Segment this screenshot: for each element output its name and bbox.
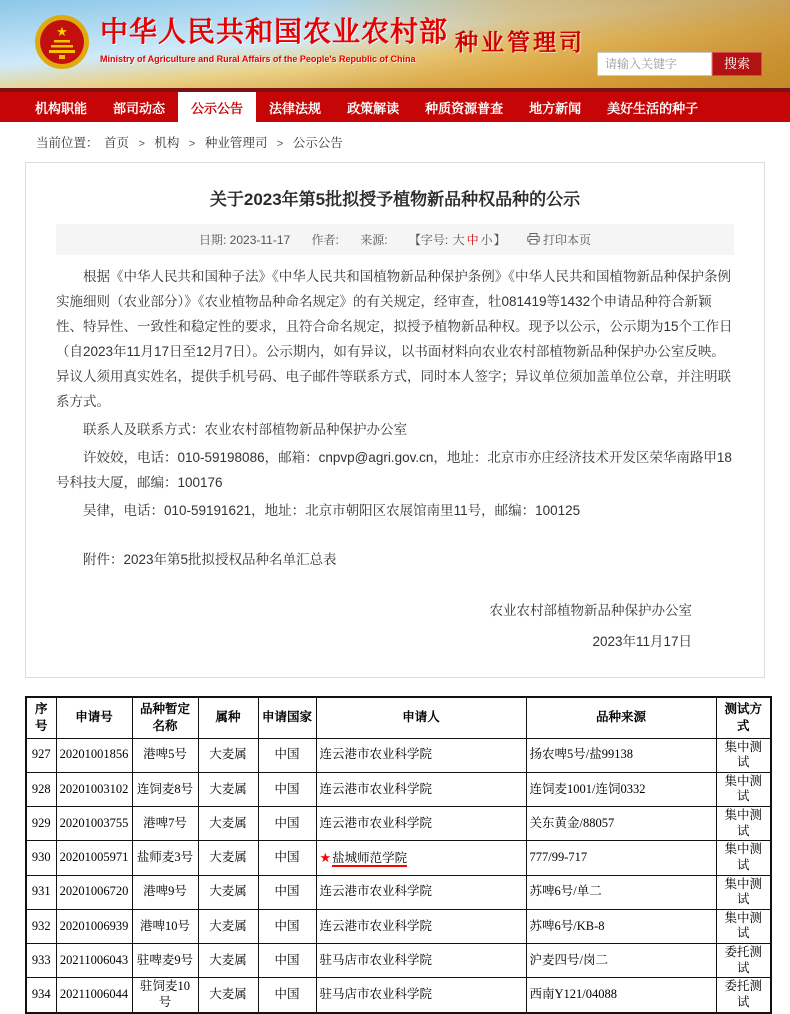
table-header-row [26, 697, 771, 738]
cell-applicant: 连云港市农业科学院 [316, 738, 526, 772]
cell-applicant: 驻马店市农业科学院 [316, 944, 526, 978]
paragraph-contact-xu: 许姣姣，电话：010-59198086，邮箱：cnpvp@agri.gov.cn，地址：北京市亦庄经济技术开发区荣华南路甲18号科技大厦，邮编：100176 [56, 449, 732, 490]
cell-test: 集中测试 [716, 772, 771, 806]
col-header-test: 测试方式 [716, 697, 771, 738]
cell-name: 港啤9号 [132, 875, 198, 909]
meta-source-label: 来源: [360, 233, 388, 247]
cell-applicant: 连云港市农业科学院 [316, 909, 526, 943]
cell-genus: 大麦属 [198, 738, 258, 772]
signature-office: 农业农村部植物新品种保护办公室 [489, 602, 692, 618]
cell-origin: 777/99-717 [526, 841, 716, 875]
col-header-no: 序号 [26, 697, 56, 738]
breadcrumb-label: 当前位置： [36, 136, 99, 150]
cell-no: 934 [26, 978, 56, 1013]
cell-name: 盐师麦3号 [132, 841, 198, 875]
cell-app_no: 20201001856 [56, 738, 132, 772]
cell-no: 927 [26, 738, 56, 772]
cell-name: 港啤7号 [132, 807, 198, 841]
cell-no: 931 [26, 875, 56, 909]
font-size-small[interactable]: 小 [480, 233, 493, 247]
nav-item-jigouzhineng[interactable]: 机构职能 [35, 100, 88, 116]
department-title: 种业管理司 [455, 29, 585, 55]
cell-no: 929 [26, 807, 56, 841]
cell-country: 中国 [258, 978, 316, 1013]
cell-applicant: 驻马店市农业科学院 [316, 978, 526, 1013]
cell-country: 中国 [258, 909, 316, 943]
variety-table-body [26, 738, 771, 1013]
cell-origin: 苏啤6号/KB-8 [526, 909, 716, 943]
font-size-medium[interactable]: 中 [466, 233, 479, 247]
paragraph-main: 根据《中华人民共和国种子法》《中华人民共和国植物新品种保护条例》《中华人民共和国植物新品种保护条例实施细则（农业部分）》《农业植物品种命名规定》的有关规定，经审查，牡081419等1432个申请品种符合新颖性、特异性、一致性和稳定性的要求，且符合命名规定，拟授予植物新品种权。现予以公示，公示期为15个工作日（自2023年11月17日至12月7日）。公示期内，如有异议，以书面材料向农业农村部植物新品种保护办公室反映。异议人须用真实姓名，提供手机号码、电子邮件等联系方式，同时本人签字；异议单位须加盖单位公章，并注明联系方式。 [56, 269, 733, 409]
cell-genus: 大麦属 [198, 875, 258, 909]
font-size-switcher [409, 233, 506, 247]
highlighted-applicant: 盐城师范学院 [332, 850, 408, 865]
col-header-country: 申请国家 [258, 697, 316, 738]
cell-no: 933 [26, 944, 56, 978]
ministry-titles [100, 10, 448, 64]
breadcrumb-zhongye[interactable]: 种业管理司 [204, 136, 268, 150]
svg-text:★: ★ [56, 24, 68, 39]
ministry-title: 中华人民共和国农业农村部 [100, 16, 449, 47]
article-meta-bar [56, 224, 734, 255]
breadcrumb-gongshi[interactable]: 公示公告 [292, 136, 343, 150]
font-size-suffix: 】 [493, 233, 506, 247]
highlight-star-icon: ★ [319, 849, 332, 865]
cell-app_no: 20201003102 [56, 772, 132, 806]
article-container [25, 162, 765, 678]
cell-test: 委托测试 [716, 944, 771, 978]
cell-origin: 连饲麦1001/连饲0332 [526, 772, 716, 806]
search-box [597, 52, 762, 76]
cell-no: 930 [26, 841, 56, 875]
table-row [26, 841, 771, 875]
cell-genus: 大麦属 [198, 909, 258, 943]
cell-country: 中国 [258, 738, 316, 772]
home-logo-link[interactable] [34, 10, 448, 70]
meta-date [199, 233, 290, 247]
cell-app_no: 20201006939 [56, 909, 132, 943]
cell-applicant: 连云港市农业科学院 [316, 772, 526, 806]
signature-date: 2023年11月17日 [592, 633, 692, 649]
table-row [26, 738, 771, 772]
font-size-prefix: 【字号: [408, 233, 452, 247]
cell-app_no: 20211006044 [56, 978, 132, 1013]
cell-test: 集中测试 [716, 875, 771, 909]
cell-genus: 大麦属 [198, 944, 258, 978]
article-title: 关于2023年第5批拟授予植物新品种权品种的公示 [209, 190, 581, 209]
col-header-origin: 品种来源 [526, 697, 716, 738]
font-size-large[interactable]: 大 [452, 233, 465, 247]
col-header-genus: 属种 [198, 697, 258, 738]
cell-test: 集中测试 [716, 738, 771, 772]
site-header [0, 0, 790, 88]
print-label: 打印本页 [542, 233, 591, 247]
cell-name: 港啤10号 [132, 909, 198, 943]
breadcrumb-jigou[interactable]: 机构 [154, 136, 180, 150]
col-header-app-no: 申请号 [56, 697, 132, 738]
main-nav [0, 88, 790, 122]
cell-applicant [316, 841, 526, 875]
meta-date-label: 日期: [199, 233, 230, 247]
nav-item-zhengcejiedu[interactable]: 政策解读 [347, 100, 400, 116]
cell-test: 集中测试 [716, 807, 771, 841]
breadcrumb-separator: > [138, 138, 145, 150]
cell-name: 港啤5号 [132, 738, 198, 772]
cell-name: 驻啤麦9号 [132, 944, 198, 978]
cell-applicant: 连云港市农业科学院 [316, 807, 526, 841]
cell-origin: 关东黄金/88057 [526, 807, 716, 841]
breadcrumb [0, 122, 790, 160]
table-row [26, 944, 771, 978]
search-input[interactable] [597, 52, 712, 76]
cell-origin: 扬农啤5号/盐99138 [526, 738, 716, 772]
cell-genus: 大麦属 [198, 978, 258, 1013]
breadcrumb-separator: > [276, 138, 284, 150]
breadcrumb-separator: > [188, 138, 196, 150]
cell-app_no: 20201003755 [56, 807, 132, 841]
meta-date-value: 2023-11-17 [229, 233, 291, 247]
breadcrumb-home[interactable]: 首页 [104, 136, 130, 150]
paragraph-contact-header: 联系人及联系方式：农业农村部植物新品种保护办公室 [83, 421, 407, 437]
cell-origin: 苏啤6号/单二 [526, 875, 716, 909]
nav-item-gongshigonggao[interactable]: 公示公告 [178, 92, 256, 122]
print-button[interactable] [527, 233, 591, 247]
cell-no: 928 [26, 772, 56, 806]
nav-item-zhongzhiziyuan[interactable]: 种质资源普查 [425, 100, 504, 116]
cell-country: 中国 [258, 807, 316, 841]
nav-item-busidongtai[interactable]: 部司动态 [113, 100, 166, 116]
cell-country: 中国 [258, 841, 316, 875]
nav-item-difangxinwen[interactable]: 地方新闻 [529, 100, 582, 116]
article-body [56, 265, 734, 657]
cell-genus: 大麦属 [198, 772, 258, 806]
table-row [26, 909, 771, 943]
printer-icon [527, 233, 540, 245]
cell-genus: 大麦属 [198, 841, 258, 875]
nav-item-falvfagui[interactable]: 法律法规 [269, 100, 322, 116]
cell-test: 委托测试 [716, 978, 771, 1013]
cell-app_no: 20201005971 [56, 841, 132, 875]
col-header-applicant: 申请人 [316, 697, 526, 738]
cell-origin: 西南Y121/04088 [526, 978, 716, 1013]
variety-table [25, 696, 772, 1014]
cell-country: 中国 [258, 944, 316, 978]
cell-test: 集中测试 [716, 909, 771, 943]
cell-name: 驻饲麦10号 [132, 978, 198, 1013]
cell-applicant: 连云港市农业科学院 [316, 875, 526, 909]
cell-genus: 大麦属 [198, 807, 258, 841]
cell-app_no: 20211006043 [56, 944, 132, 978]
cell-country: 中国 [258, 875, 316, 909]
meta-author-label: 作者: [311, 233, 339, 247]
signature-block [56, 595, 692, 657]
cell-country: 中国 [258, 772, 316, 806]
cell-app_no: 20201006720 [56, 875, 132, 909]
col-header-name: 品种暂定名称 [132, 697, 198, 738]
cell-test: 集中测试 [716, 841, 771, 875]
paragraph-contact-wu: 吴律，电话：010-59191621，地址：北京市朝阳区农展馆南里11号，邮编：100125 [83, 502, 581, 518]
cell-origin: 沪麦四号/岗二 [526, 944, 716, 978]
national-emblem-icon [34, 14, 90, 70]
cell-name: 连饲麦8号 [132, 772, 198, 806]
attachment-link[interactable]: 附件：2023年第5批拟授权品种名单汇总表 [83, 551, 337, 567]
table-row [26, 875, 771, 909]
search-button[interactable]: 搜索 [712, 52, 762, 76]
cell-no: 932 [26, 909, 56, 943]
table-row [26, 807, 771, 841]
table-row [26, 978, 771, 1013]
nav-item-meihaoshenghuo[interactable]: 美好生活的种子 [607, 100, 699, 116]
ministry-subtitle-en: Ministry of Agriculture and Rural Affairs of the People's Republic of China [100, 54, 416, 64]
table-row [26, 772, 771, 806]
